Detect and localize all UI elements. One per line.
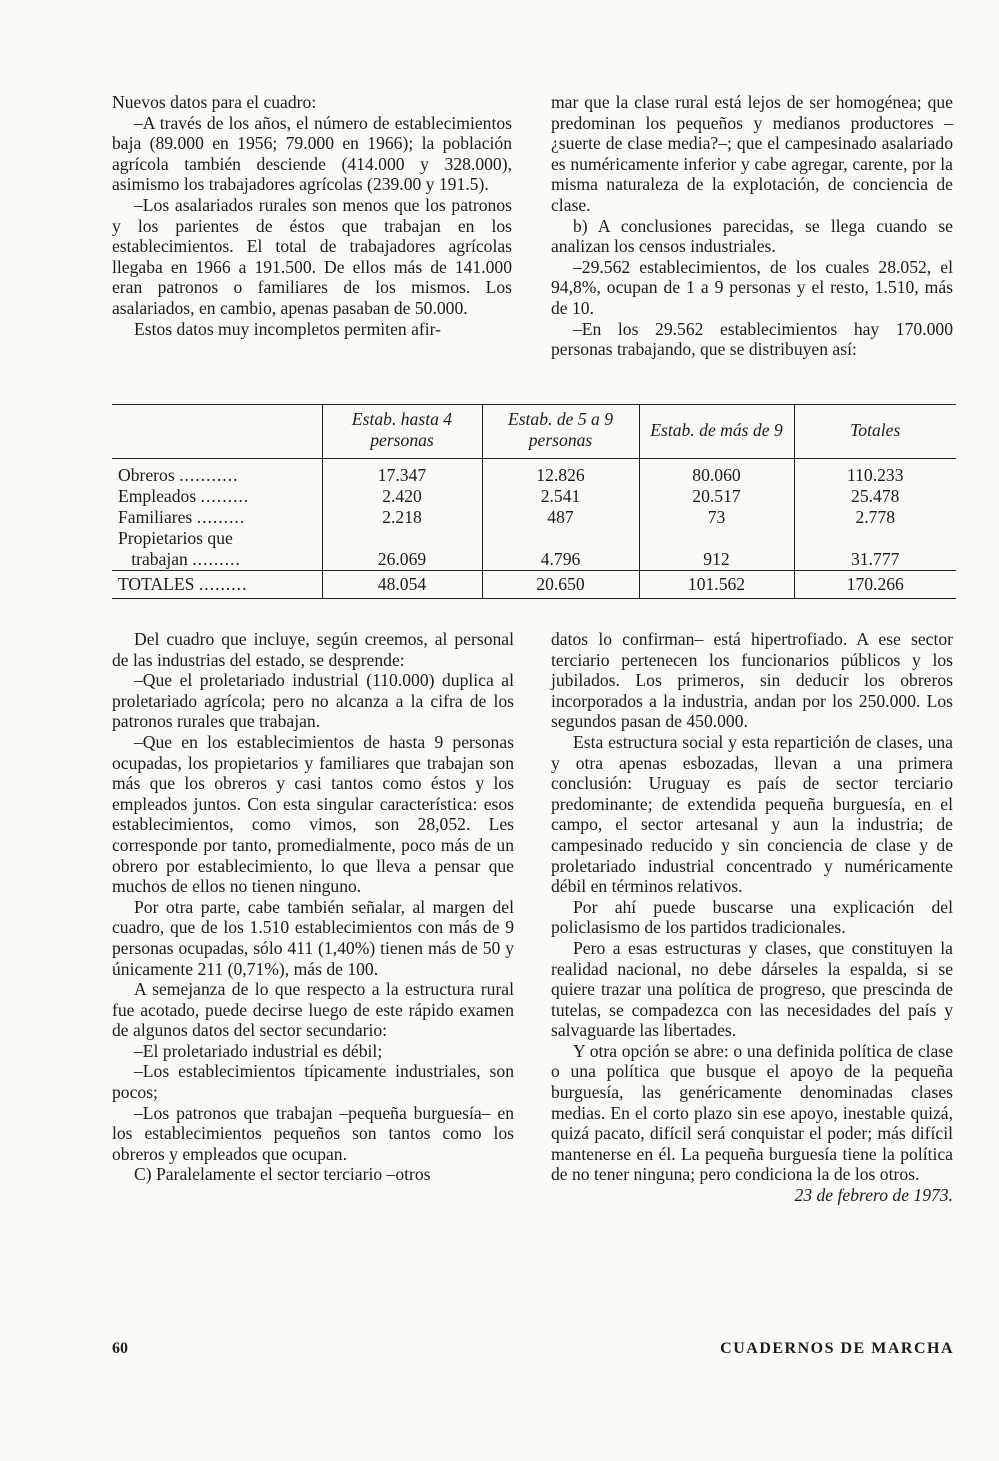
- table-cell: 912: [639, 528, 794, 571]
- table-cell: 20.650: [482, 571, 639, 599]
- table-cell: 2.541: [482, 486, 639, 507]
- table-cell: 101.562: [639, 571, 794, 599]
- paragraph: b) A conclusiones parecidas, se llega cuando se analizan los censos industriales.: [551, 215, 953, 257]
- table-cell: 487: [482, 507, 639, 528]
- paragraph: A semejanza de lo que respecto a la estructura rural fue acotado, puede decirse luego de este rápido examen de algunos datos del sector secundario:: [112, 979, 514, 1041]
- paragraph: Pero a esas estructuras y clases, que constituyen la realidad nacional, no debe dárseles la espalda, si se quiere trazar una política de progreso, que prescinda de tutelas, se compadezca con las necesidades del país y salvaguarde las libertades.: [551, 937, 953, 1041]
- row-label: Obreros ...........: [118, 465, 239, 485]
- paragraph: Estos datos muy incompletos permiten afir-: [134, 318, 441, 339]
- table-cell: 26.069: [322, 528, 482, 571]
- table-cell: 20.517: [639, 486, 794, 507]
- paragraph: –Que el proletariado industrial (110.000) duplica al proletariado agrícola; pero no alcanza a la cifra de los patronos rurales que trabajan.: [112, 670, 514, 732]
- date-line: 23 de febrero de 1973.: [794, 1185, 953, 1206]
- table-cell: 12.826: [482, 459, 639, 487]
- paragraph: mar que la clase rural está lejos de ser homogénea; que predominan los pequeños y medianos productores –¿suerte de clase media?–; que el campesinado asalariado es numéricamente inferior y cabe agregar, carente, por la misma naturaleza de la explotación, de conciencia de clase.: [551, 92, 953, 215]
- header-up-to-4: Estab. hasta 4 personas: [322, 405, 482, 459]
- paragraph: Por otra parte, cabe también señalar, al margen del cuadro, que de los 1.510 establecimientos con más de 9 personas ocupadas, sólo 411 (1,40%) tienen más de 50 y únicamente 211 (0,71%), más de 100.: [112, 896, 514, 979]
- paragraph: –Los asalariados rurales son menos que los patronos y los parientes de éstos que trabajan en los establecimientos. El total de trabajadores agrícolas llegaba en 1966 a 191.500. De ellos más de 141.000 eran patronos o familiares de los mismos. Los asalariados, en cambio, apenas pasaban de 50.000.: [112, 194, 512, 318]
- header-totals: Totales: [794, 405, 956, 459]
- header-empty: [112, 405, 322, 459]
- industry-census-table: [112, 404, 956, 599]
- table-cell: 2.778: [794, 507, 956, 528]
- paragraph: –El proletariado industrial es débil;: [134, 1040, 383, 1061]
- row-label: TOTALES .........: [112, 571, 322, 599]
- table-cell: 80.060: [639, 459, 794, 487]
- paragraph: Esta estructura social y esta repartición de clases, una y otra apenas esbozadas, llevan a una primera conclusión: Uruguay es país de sector terciario predominante; de extendida pequeña burguesía, en el campo, el sector artesanal y aun la industria; de campesinado reducido y sin conciencia de clase y de proletariado industrial concentrado y numéricamente débil en términos relativos.: [551, 731, 953, 897]
- paragraph: –En los 29.562 establecimientos hay 170.000 personas trabajando, que se distribuyen así:: [551, 318, 953, 360]
- row-label: Propietarios que trabajan .........: [118, 528, 241, 569]
- bottom-right-column: [551, 629, 953, 1206]
- paragraph: –Que en los establecimientos de hasta 9 personas ocupadas, los propietarios y familiares que trabajan son más que los obreros y casi tantos como éstos y los empleados juntos. Con esta singular característica: esos establecimientos, como vimos, son 28,052. Les corresponde por tanto, promedialmente, poco más de un obrero por establecimiento, lo que lleva a pensar que muchos de ellos no tienen ninguno.: [112, 731, 514, 897]
- table-row: [112, 486, 956, 507]
- paragraph: –A través de los años, el número de establecimientos baja (89.000 en 1956; 79.000 en 1966); la población agrícola también desciende (414.000 y 328.000), asimismo los trabajadores agrícolas (239.00 y 191.5).: [112, 112, 512, 195]
- table-cell: 110.233: [794, 459, 956, 487]
- table-cell: 2.218: [322, 507, 482, 528]
- journal-name: CUADERNOS DE MARCHA: [720, 1340, 954, 1357]
- table-row: [112, 459, 956, 487]
- table-cell: 31.777: [794, 528, 956, 571]
- row-label: Empleados .........: [118, 486, 250, 506]
- paragraph: Nuevos datos para el cuadro:: [112, 92, 317, 112]
- table-cell: 17.347: [322, 459, 482, 487]
- paragraph: datos lo confirman– está hipertrofiado. A ese sector terciario pertenecen los funcionarios públicos y los jubilados. Los primeros, sin deducir los obreros incorporados a la industria, andan por los 250.000. Los segundos pasan de 450.000.: [551, 629, 953, 732]
- paragraph: Y otra opción se abre: o una definida política de clase o una política que busque el apoyo de la pequeña burguesía, las genéricamente denominadas clases medias. En el corto plazo sin ese apoyo, inestable quizá, quizá pacato, difícil será conquistar el poder; más difícil mantenerse en él. La pequeña burguesía tiene la política de no tener ninguna; pero condiciona la de los otros.: [551, 1040, 953, 1185]
- page-number: 60: [112, 1340, 128, 1357]
- table-cell: 4.796: [482, 528, 639, 571]
- row-label: Familiares .........: [118, 507, 246, 527]
- header-more-than-9: Estab. de más de 9: [639, 405, 794, 459]
- paragraph: C) Paralelamente el sector terciario –otros: [134, 1164, 431, 1185]
- paragraph: –Los establecimientos típicamente industriales, son pocos;: [112, 1061, 514, 1103]
- table-row: [112, 528, 956, 571]
- table-header-row: [112, 405, 956, 459]
- totals-row: [112, 571, 956, 599]
- bottom-left-column: [112, 629, 514, 1185]
- paragraph: Del cuadro que incluye, según creemos, al personal de las industrias del estado, se desprende:: [112, 629, 514, 670]
- paragraph: –Los patronos que trabajan –pequeña burguesía– en los establecimientos pequeños son tantos como los obreros y empleados que ocupan.: [112, 1102, 514, 1164]
- paragraph: Por ahí puede buscarse una explicación del policlasismo de los partidos tradicionales.: [551, 896, 953, 938]
- table-cell: 48.054: [322, 571, 482, 599]
- table-cell: 170.266: [794, 571, 956, 599]
- table-row: [112, 507, 956, 528]
- table-cell: 25.478: [794, 486, 956, 507]
- table-cell: 2.420: [322, 486, 482, 507]
- table-cell: 73: [639, 507, 794, 528]
- top-left-column: [112, 92, 512, 339]
- top-right-column: [551, 92, 953, 360]
- header-5-to-9: Estab. de 5 a 9 personas: [482, 405, 639, 459]
- paragraph: –29.562 establecimientos, de los cuales 28.052, el 94,8%, ocupan de 1 a 9 personas y el resto, 1.510, más de 10.: [551, 256, 953, 318]
